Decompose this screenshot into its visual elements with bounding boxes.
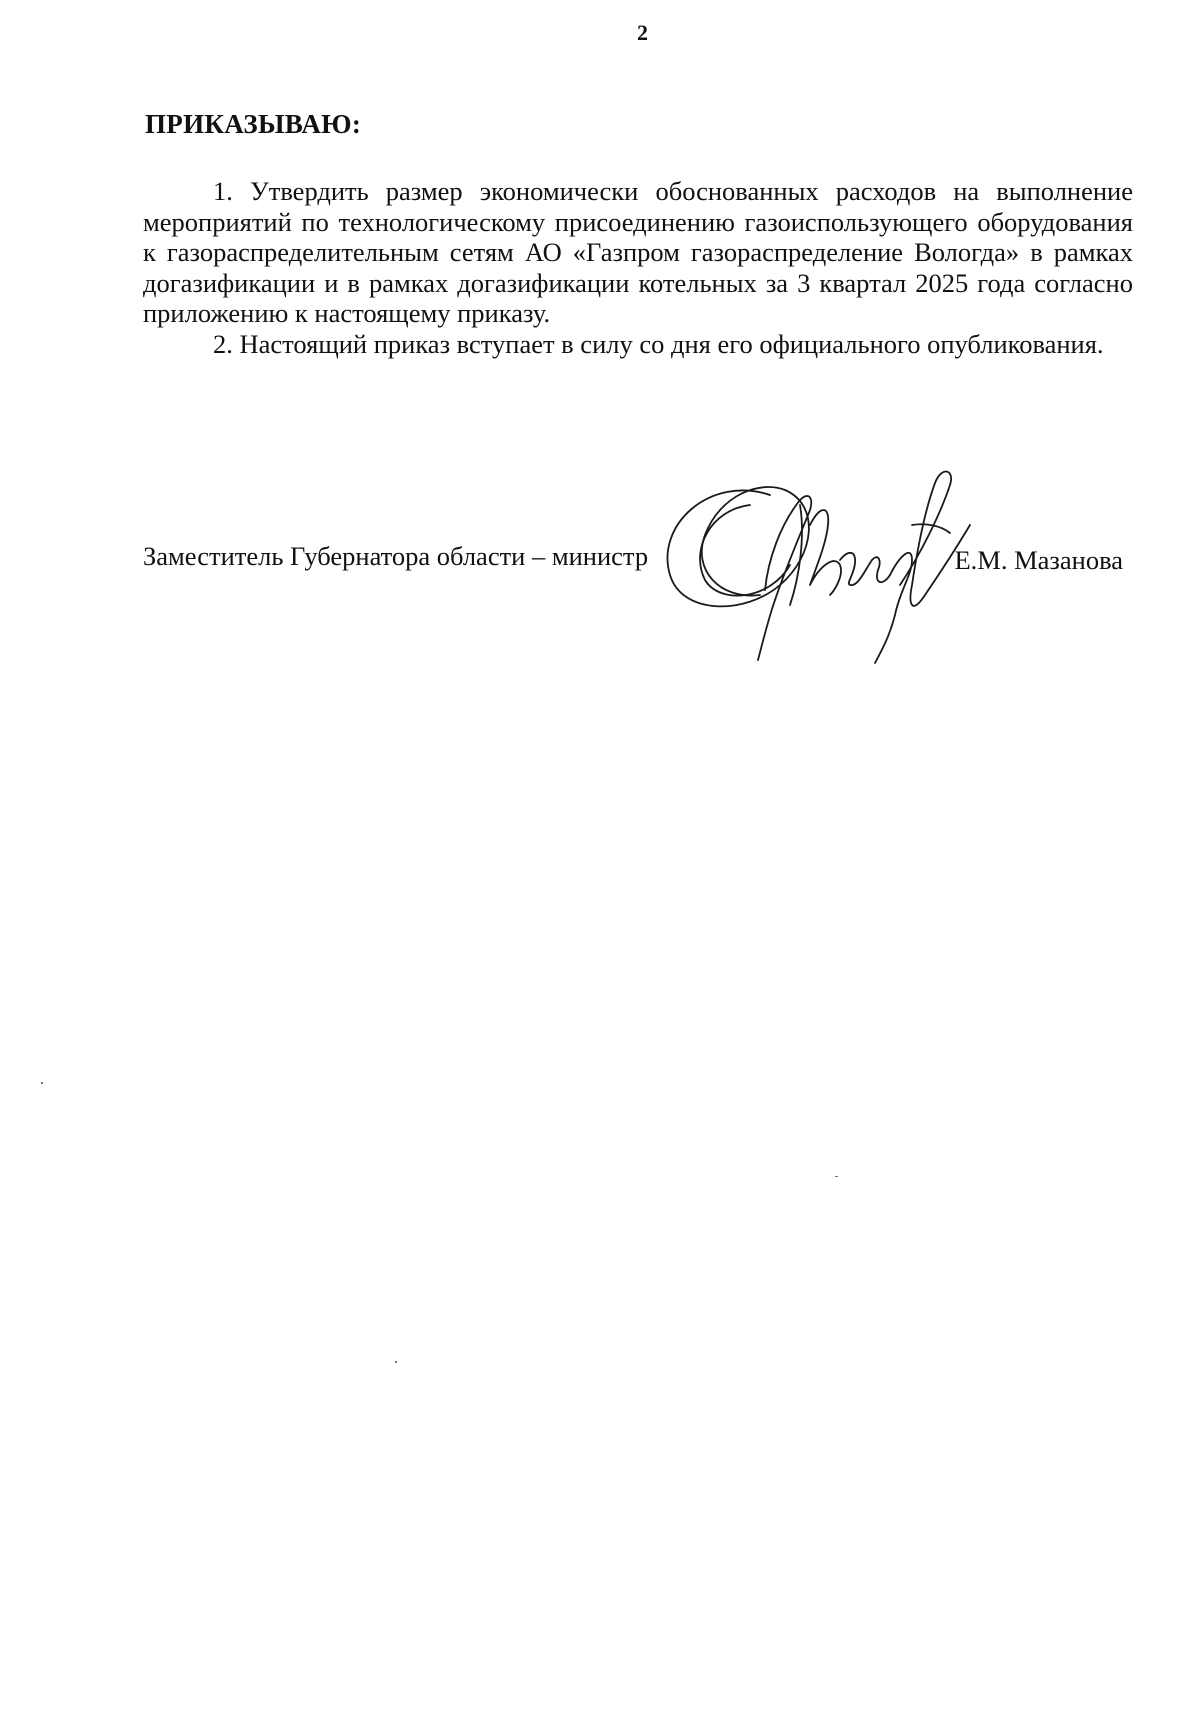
handwritten-signature-icon <box>650 465 1010 665</box>
signer-position: Заместитель Губернатора области – министр <box>143 541 649 571</box>
scan-speck <box>41 1082 43 1084</box>
order-heading: ПРИКАЗЫВАЮ: <box>145 109 362 139</box>
order-paragraph-1: 1. Утвердить размер экономически обоснованных расходов на выполнение мероприятий по технологическому присоединению газоиспользующего оборудования к газораспределительным сетям АО «Газпром газораспределение Вологда» в рамках догазификации и в рамках догазификации котельных за 3 квартал 2025 года согласно приложению к настоящему приказу. <box>143 176 1133 328</box>
scan-speck <box>835 1176 838 1177</box>
scan-speck <box>395 1361 397 1363</box>
signer-name: Е.М. Мазанова <box>954 545 1123 575</box>
order-body <box>143 176 1133 359</box>
page-number: 2 <box>637 20 648 45</box>
order-paragraph-2: 2. Настоящий приказ вступает в силу со дня его официального опубликования. <box>213 328 1104 359</box>
